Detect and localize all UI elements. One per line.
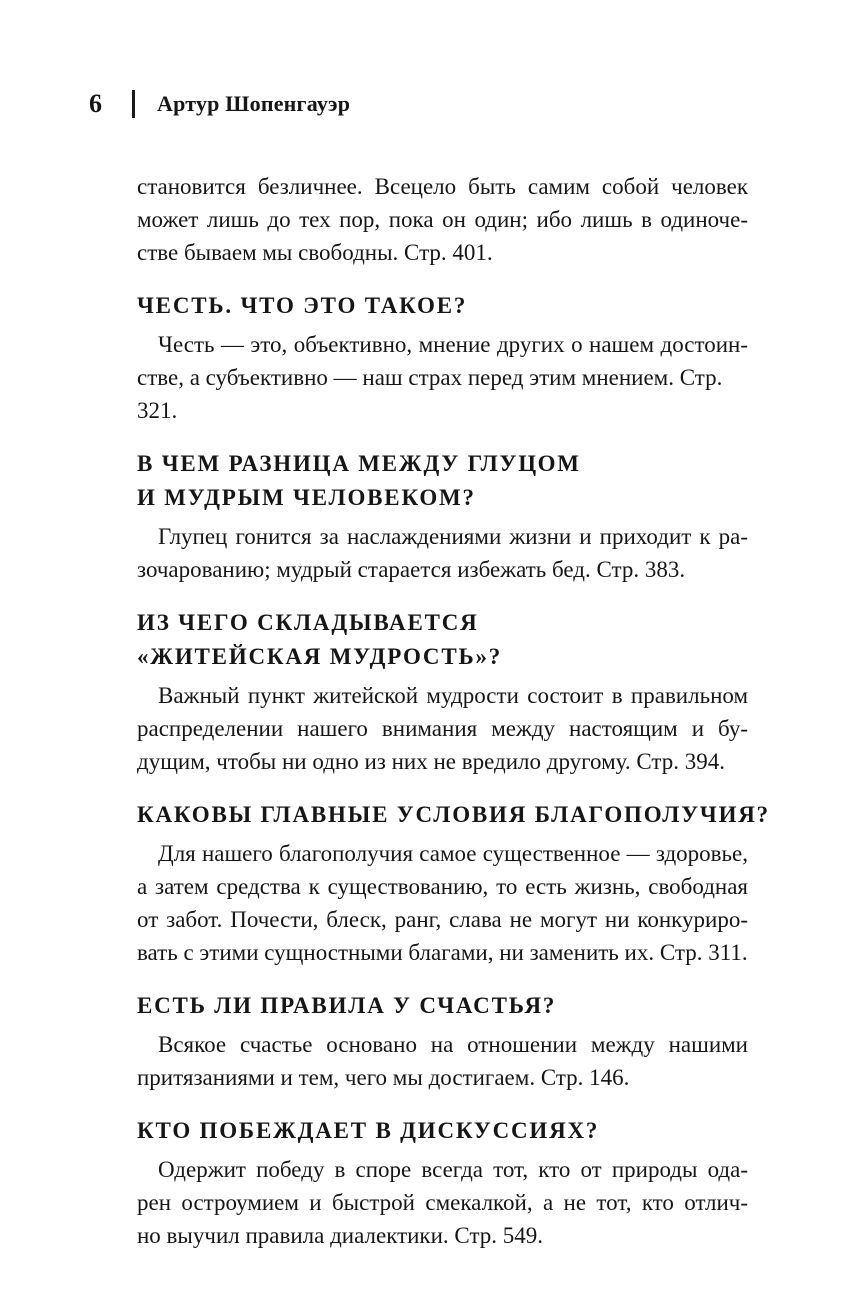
text-line: становится безличнее. Всецело быть самим собой человек <box>137 174 748 199</box>
section-heading <box>137 1114 748 1148</box>
text-line: Одержит победу в споре всегда тот, кто от природы ода- <box>158 1157 748 1182</box>
text-line: дущим, чтобы ни одно из них не вредило другому. Стр. 394. <box>137 749 725 774</box>
section-heading <box>137 798 770 832</box>
heading-line: В ЧЕМ РАЗНИЦА МЕЖДУ ГЛУЦОМ <box>137 451 581 476</box>
section-heading <box>137 989 748 1023</box>
heading-line: КАКОВЫ ГЛАВНЫЕ УСЛОВИЯ БЛАГОПОЛУЧИЯ? <box>137 802 770 827</box>
page-content <box>137 170 770 1252</box>
section-heading <box>137 447 748 515</box>
section-body <box>137 679 748 778</box>
text-line: Честь — это, объективно, мнение других о нашем достоин- <box>158 332 748 357</box>
text-line: Для нашего благополучия самое существенное — здоровье, <box>158 841 748 866</box>
section-body <box>137 1153 748 1252</box>
text-line: рен остроумием и быстрой смекалкой, а не тот, кто отлич- <box>137 1190 748 1215</box>
section-fool-vs-wise <box>137 447 748 586</box>
text-line: но выучил правила диалектики. Стр. 549. <box>137 1223 544 1248</box>
intro-paragraph <box>137 170 748 269</box>
section-happiness-rules <box>137 989 748 1094</box>
section-body <box>137 520 748 586</box>
section-body <box>137 1028 748 1094</box>
heading-line: «ЖИТЕЙСКАЯ МУДРОСТЬ»? <box>137 644 503 669</box>
running-title: Артур Шопенгауэр <box>157 91 351 116</box>
heading-line: И МУДРЫМ ЧЕЛОВЕКОМ? <box>137 485 476 510</box>
heading-line: ИЗ ЧЕГО СКЛАДЫВАЕТСЯ <box>137 610 479 635</box>
text-line: может лишь до тех пор, пока он один; ибо лишь в одиноче- <box>137 207 748 232</box>
heading-line: ЧЕСТЬ. ЧТО ЭТО ТАКОЕ? <box>137 293 468 318</box>
text-line: стве, а субъективно — наш страх перед этим мнением. Стр. 321. <box>137 365 723 423</box>
section-wellbeing <box>137 798 770 969</box>
text-line: Всякое счастье основано на отношении между нашими <box>158 1032 748 1057</box>
text-line: зочарованию; мудрый старается избежать бед. Стр. 383. <box>137 557 686 582</box>
text-line: а затем средства к существованию, то есть жизнь, свободная <box>137 874 748 899</box>
text-line: Глупец гонится за наслаждениями жизни и приходит к ра- <box>158 524 748 549</box>
text-line: стве бываем мы свободны. Стр. 401. <box>137 240 493 265</box>
text-line: вать с этими сущностными благами, ни заменить их. Стр. 311. <box>137 940 748 965</box>
section-discussions <box>137 1114 748 1252</box>
page-header <box>89 88 350 120</box>
text-line: распределении нашего внимания между настоящим и бу- <box>137 716 748 741</box>
section-heading <box>137 289 748 323</box>
text-line: притязаниями и тем, чего мы достигаем. Стр. 146. <box>137 1065 630 1090</box>
section-honor <box>137 289 748 427</box>
header-divider <box>132 90 135 118</box>
text-line: Важный пункт житейской мудрости состоит в правильном <box>158 683 748 708</box>
section-body <box>137 837 748 969</box>
section-heading <box>137 606 748 674</box>
section-worldly-wisdom <box>137 606 748 778</box>
section-body <box>137 328 748 427</box>
heading-line: ЕСТЬ ЛИ ПРАВИЛА У СЧАСТЬЯ? <box>137 993 557 1018</box>
heading-line: КТО ПОБЕЖДАЕТ В ДИСКУССИЯХ? <box>137 1118 600 1143</box>
page-number: 6 <box>89 89 102 118</box>
text-line: от забот. Почести, блеск, ранг, слава не могут ни конкуриро- <box>137 907 748 932</box>
